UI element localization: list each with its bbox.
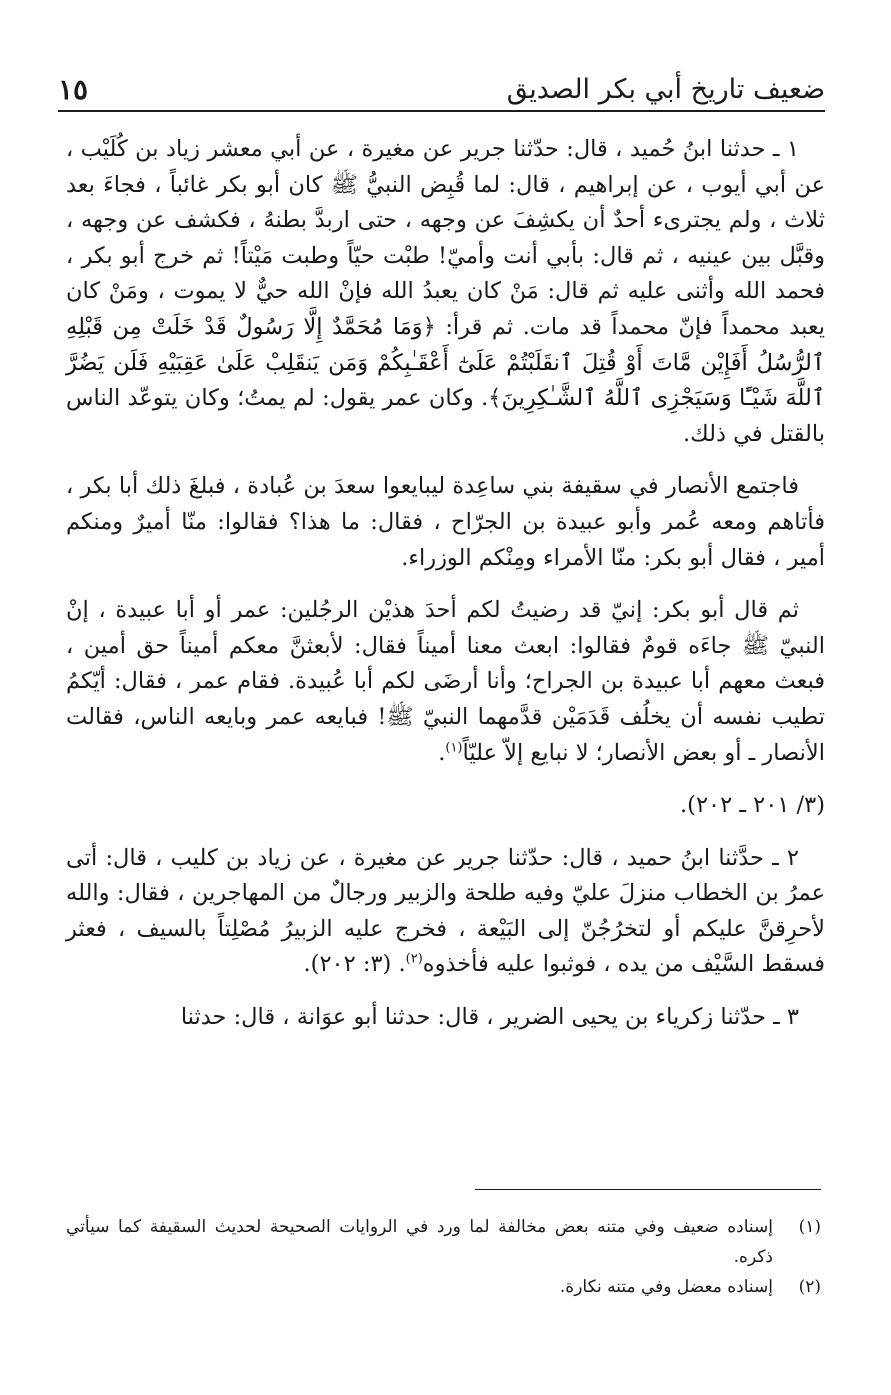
footnote-ref: (٢) bbox=[405, 951, 423, 967]
page-number: ١٥ bbox=[58, 73, 89, 106]
citation-text: (٣/ ٢٠١ ـ ٢٠٢). bbox=[680, 792, 825, 819]
paragraph-text: ٢ ـ حدَّثنا ابنُ حميد ، قال: حدّثنا جرير عن مغيرة ، عن زياد بن كليب ، قال: أتى عمرُ بن الخطاب منزلَ عليّ وفيه طلحة والزبير ورجالٌ من المهاجرين ، فقال: والله لأحرِقنَّ عليكم أو لتخرُجُنّ إلى البَيْعة ، فخرج عليه الزبيرُ مُصْلِتاً بالسيف ، فعثر فسقط السَّيْف من يده ، فوثبوا عليه فأخذوه bbox=[66, 844, 825, 978]
paragraph-text: ٣ ـ حدّثنا زكرياء بن يحيى الضرير ، قال: حدثنا أبو عوَانة ، قال: حدثنا bbox=[180, 1004, 799, 1031]
footnote-text: إسناده ضعيف وفي متنه بعض مخالفة لما ورد في الروايات الصحيحة لحديث السقيفة كما سيأتي ذكره. bbox=[66, 1217, 773, 1267]
paragraph-hadith-2 bbox=[66, 841, 825, 983]
paragraph-text: ثم قال أبو بكر: إنيّ قد رضيتُ لكم أحدَ هذيْن الرجُلين: عمر أو أبا عبيدة ، إنْ النبيّ ﷺ جاءَه قومٌ فقالوا: ابعث معنا أميناً فقال: لأبعثنَّ معكم أميناً حق أمين ، فبعث معهم أبا عبيدة بن الجراح؛ وأنا أرضَى لكم أبا عُبيدة. فقام عمر ، فقال: أيّكمُ تطيب نفسه أن يخلُف قَدَمَيْن قدَّمهما النبيّ ﷺ! فبايعه عمر وبايعه الناس، فقالت الأنصار ـ أو بعض الأنصار؛ لا نبايع إلاّ عليّاً bbox=[66, 597, 825, 766]
running-title: ضعيف تاريخ أبي بكر الصديق bbox=[506, 74, 825, 105]
paragraph-text: . bbox=[438, 739, 446, 766]
paragraph-hadith-1 bbox=[66, 132, 825, 452]
main-text bbox=[66, 132, 825, 1053]
paragraph-text: ﴾. وكان عمر يقول: لم يمتُ؛ وكان يتوعّد الناس بالقتل في ذلك. bbox=[66, 385, 825, 447]
paragraph-text: فاجتمع الأنصار في سقيفة بني ساعِدة ليبايعوا سعدَ بن عُبادة ، فبلغَ ذلك أبا بكر ، فأتاهم ومعه عُمر وأبو عبيدة بن الجرّاح ، فقال: ما هذا؟ فقالوا: منّا أميرٌ ومنكم أمير ، فقال أبو بكر: منّا الأمراء ومِنْكم الوزراء. bbox=[66, 473, 825, 571]
footnote-number: (٢) bbox=[798, 1277, 821, 1297]
paragraph-hadith-3 bbox=[66, 1000, 825, 1036]
footnote-number: (١) bbox=[798, 1217, 821, 1237]
footnote-item bbox=[66, 1212, 821, 1272]
footnote-item bbox=[66, 1272, 821, 1302]
footnote-divider bbox=[475, 1189, 821, 1190]
volume-citation bbox=[66, 788, 825, 824]
paragraph-text: . (٣: ٢٠٢). bbox=[303, 951, 406, 978]
paragraph-text: ١ ـ حدثنا ابنُ حُميد ، قال: حدّثنا جرير عن مغيرة ، عن أبي معشر زياد بن كُلَيْب ، عن أبي أيوب ، عن إبراهيم ، قال: لما قُبِض النبيُّ ﷺ كان أبو بكر غائباً ، فجاءَ بعد ثلاث ، ولم يجترىء أحدٌ أن يكشِفَ عن وجهه ، حتى اربدَّ بطنهُ ، فكشف عن وجهه ، وقبَّل بين عينيه ، ثم قال: بأبي أنت وأميّ! طبْت حيّاً وطبت مَيْتاً! ثم خرج أبو بكر ، فحمد الله وأثنى عليه ثم قال: مَنْ كان يعبدُ الله فإنْ الله حيٌّ لا يموت ، ومَنْ كان يعبد محمداً فإنّ محمداً قد مات. ثم قرأ: ﴿ bbox=[66, 136, 826, 340]
paragraph-abu-bakr-speech bbox=[66, 593, 825, 771]
footnotes bbox=[66, 1212, 821, 1302]
footnote-text: إسناده معضل وفي متنه نكارة. bbox=[559, 1277, 773, 1297]
paragraph-saqifa bbox=[66, 469, 825, 576]
quran-verse: وَمَا مُحَمَّدٌ إِلَّا رَسُولٌ قَدْ خَلَتْ مِن قَبْلِهِ ٱلرُّسُلُ أَفَإِيْن مَّاتَ أَوْ قُتِلَ ٱنقَلَبْتُمْ عَلَىٰٓ أَعْقَـٰبِكُمْ وَمَن يَنقَلِبْ عَلَىٰ عَقِبَيْهِ فَلَن يَضُرَّ ٱللَّهَ شَيْـًٔا وَسَيَجْزِى ٱللَّهُ ٱلشَّـٰكِرِينَ bbox=[66, 313, 825, 412]
running-header bbox=[58, 62, 825, 112]
footnote-ref: (١) bbox=[445, 740, 463, 755]
